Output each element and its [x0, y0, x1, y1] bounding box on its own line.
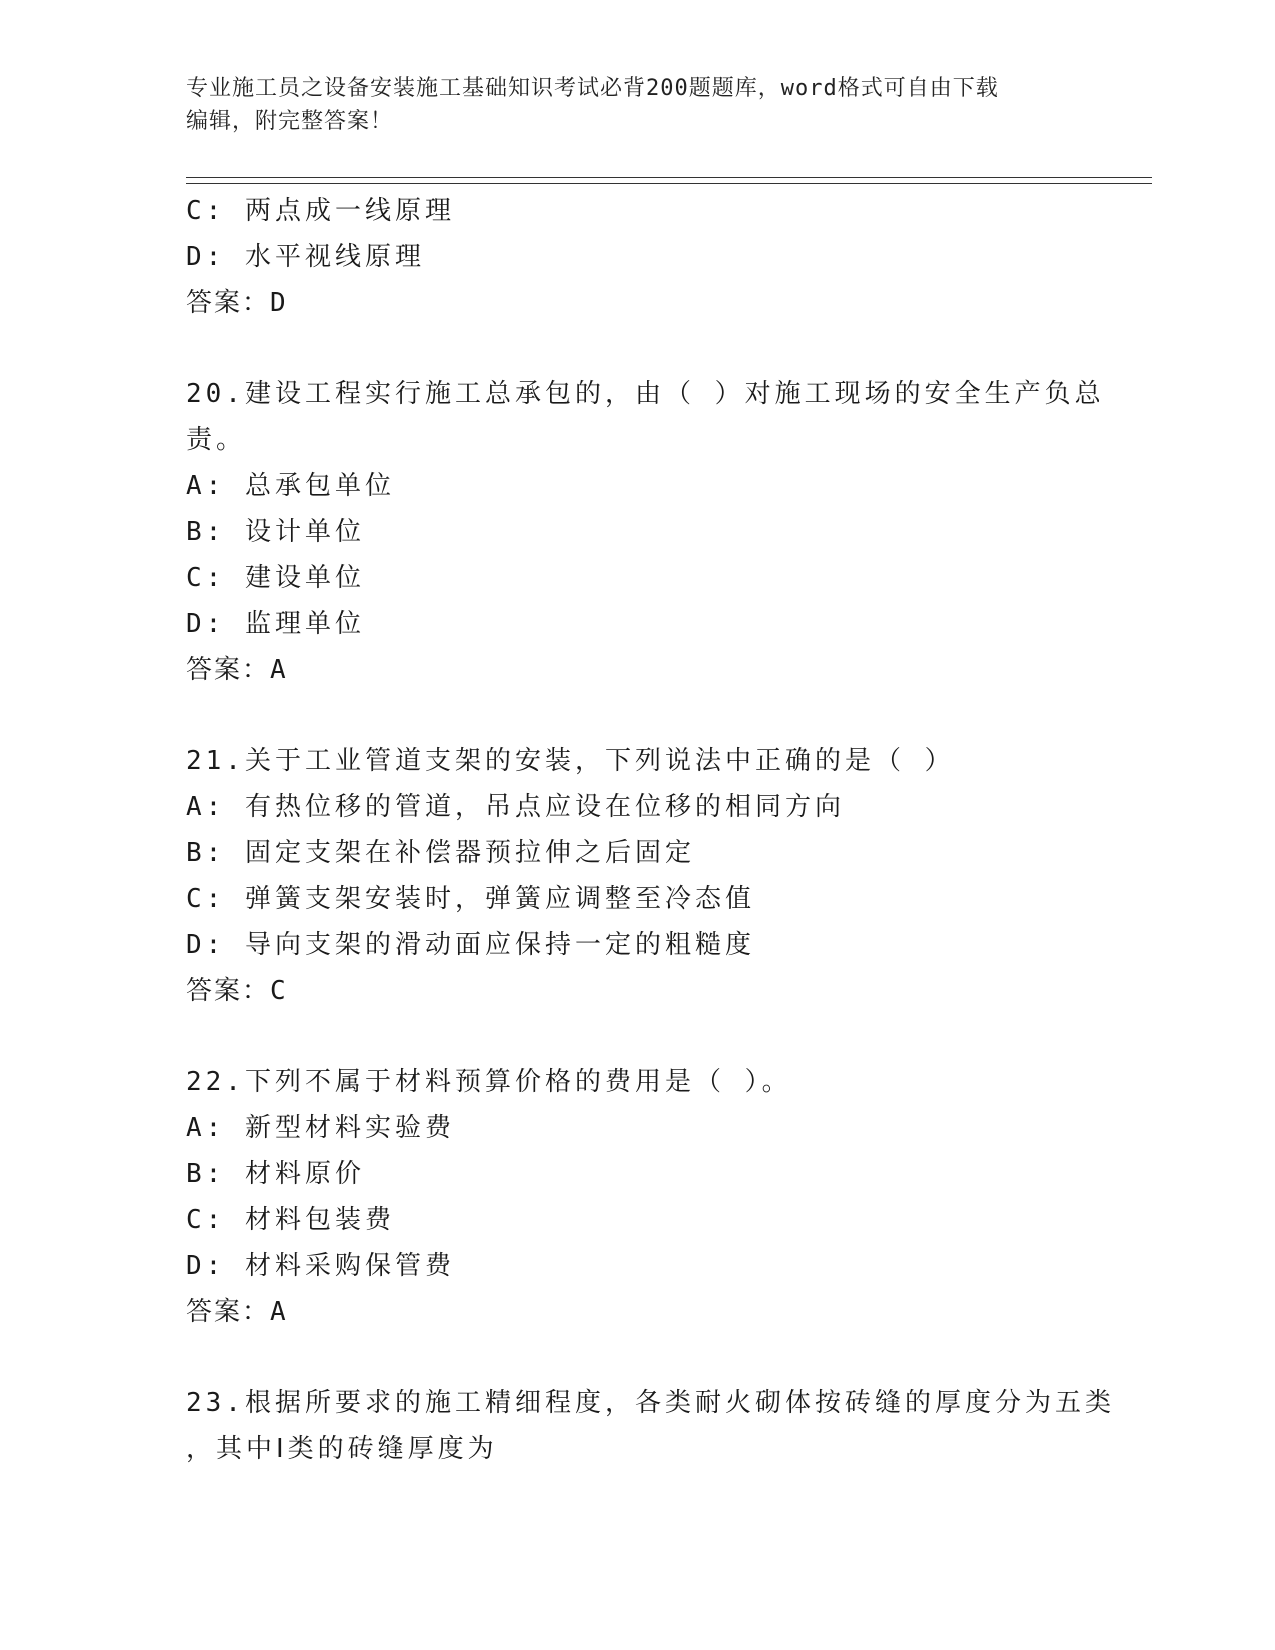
question-21: [186, 738, 1086, 1014]
question-22: [186, 1059, 1086, 1335]
header-divider-bottom: [186, 183, 1152, 184]
option-c: C: 弹簧支架安装时，弹簧应调整至冷态值: [186, 884, 755, 914]
option-d: D: 监理单位: [186, 609, 365, 639]
answer: 答案：D: [186, 288, 288, 318]
question-text: 21.关于工业管道支架的安装，下列说法中正确的是（ ）: [186, 746, 955, 776]
option-b: B: 固定支架在补偿器预拉伸之后固定: [186, 838, 695, 868]
option-a: A: 总承包单位: [186, 471, 395, 501]
question-list: [186, 188, 1115, 1472]
option-d: D: 水平视线原理: [186, 242, 425, 272]
answer: 答案：C: [186, 976, 288, 1006]
question-20: [186, 371, 1105, 693]
question-23: [186, 1380, 1115, 1472]
question-text-line-2: ，其中Ⅰ类的砖缝厚度为: [186, 1434, 498, 1464]
option-d: D: 导向支架的滑动面应保持一定的粗糙度: [186, 930, 755, 960]
question-text-line-1: 20.建设工程实行施工总承包的，由（ ）对施工现场的安全生产负总: [186, 379, 1105, 409]
question-text: 22.下列不属于材料预算价格的费用是（ ）。: [186, 1067, 792, 1097]
answer: 答案：A: [186, 655, 288, 685]
header-title-line-1: 专业施工员之设备安装施工基础知识考试必背200题题库，word格式可自由下载: [186, 76, 999, 101]
answer: 答案：A: [186, 1297, 288, 1327]
option-b: B: 设计单位: [186, 517, 365, 547]
option-d: D: 材料采购保管费: [186, 1251, 455, 1281]
option-c: C: 材料包装费: [186, 1205, 395, 1235]
option-c: C: 两点成一线原理: [186, 196, 455, 226]
option-a: A: 有热位移的管道，吊点应设在位移的相同方向: [186, 792, 845, 822]
header-divider-top: [186, 177, 1152, 178]
header-title-line-2: 编辑，附完整答案！: [186, 109, 394, 134]
question-text-line-2: 责。: [186, 425, 247, 455]
document-header: [186, 72, 1066, 138]
question-text-line-1: 23.根据所要求的施工精细程度，各类耐火砌体按砖缝的厚度分为五类: [186, 1388, 1115, 1418]
option-a: A: 新型材料实验费: [186, 1113, 455, 1143]
option-c: C: 建设单位: [186, 563, 365, 593]
option-b: B: 材料原价: [186, 1159, 365, 1189]
question-19-tail: [186, 188, 1086, 326]
